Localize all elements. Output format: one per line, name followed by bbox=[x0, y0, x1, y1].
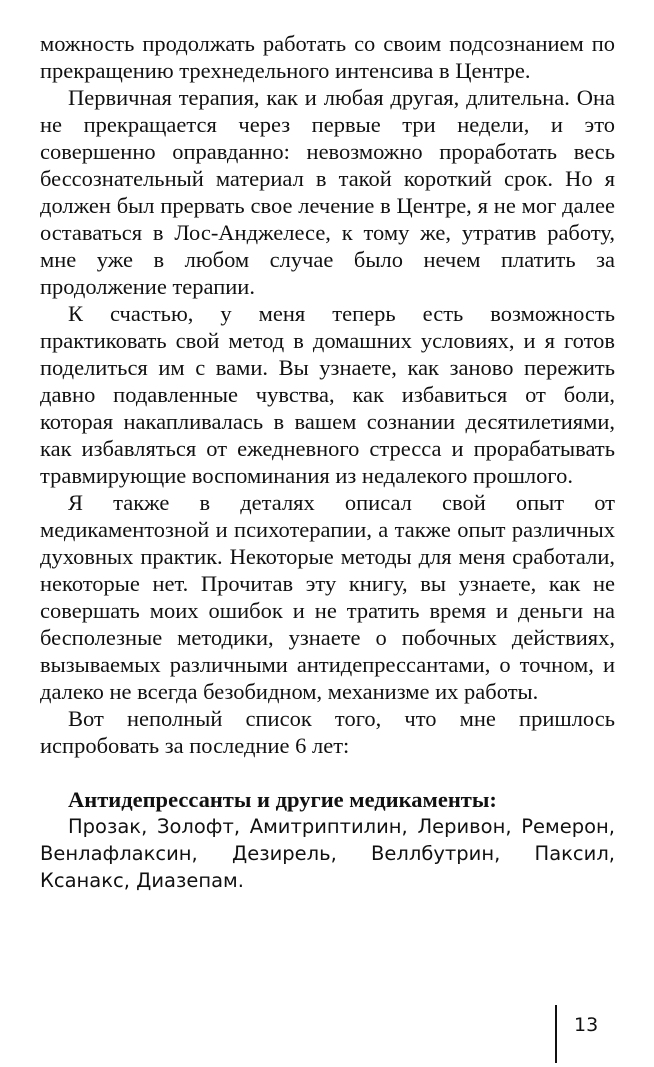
page-number: 13 bbox=[574, 1014, 599, 1036]
paragraph-primary-therapy: Первичная терапия, как и любая другая, длительна. Она не прекращается через первые три недели, и это совершенно оправданно: невозможно проработать весь бессознательный материал в такой короткий срок. Но я должен был прервать свое лечение в Центре, я не мог далее оставаться в Лос-Анджелесе, к тому же, утратив работу, мне уже в любом случае было нечем платить за продолжение терапии. bbox=[40, 85, 615, 299]
folio-rule bbox=[555, 1005, 557, 1063]
section-heading-medications: Антидепрессанты и другие медикаменты: bbox=[68, 787, 497, 812]
book-page bbox=[40, 30, 615, 894]
paragraph-experience: Я также в деталях описал свой опыт от медикаментозной и психотерапии, а также опыт различных духовных практик. Некоторые методы для меня сработали, некоторые нет. Прочитав эту книгу, вы узнаете, как не совершать моих ошибок и не тратить время и деньги на бесполезные методики, узнаете о побочных действиях, вызываемых различными антидепрессантами, о точном, и далеко не всегда безобидном, механизме их работы. bbox=[40, 490, 615, 704]
paragraph-home-method: К счастью, у меня теперь есть возможность практиковать свой метод в домашних условиях, и я готов поделиться им с вами. Вы узнаете, как заново пережить давно подавленные чувства, как избавиться от боли, которая накапливалась в вашем сознании десятилетиями, как избавляться от ежедневного стресса и прорабатывать травмирующие воспоминания из недалекого прошлого. bbox=[40, 301, 615, 488]
paragraph-list-intro: Вот неполный список того, что мне пришлось испробовать за последние 6 лет: bbox=[40, 706, 615, 758]
medication-list: Прозак, Золофт, Амитриптилин, Леривон, Ремерон, Венлафлаксин, Дезирель, Веллбутрин, Паксил, Ксанакс, Диазепам. bbox=[40, 815, 615, 892]
paragraph-continuation: можность продолжать работать со своим подсознанием по прекращению трехнедельного интенсива в Центре. bbox=[40, 31, 615, 83]
